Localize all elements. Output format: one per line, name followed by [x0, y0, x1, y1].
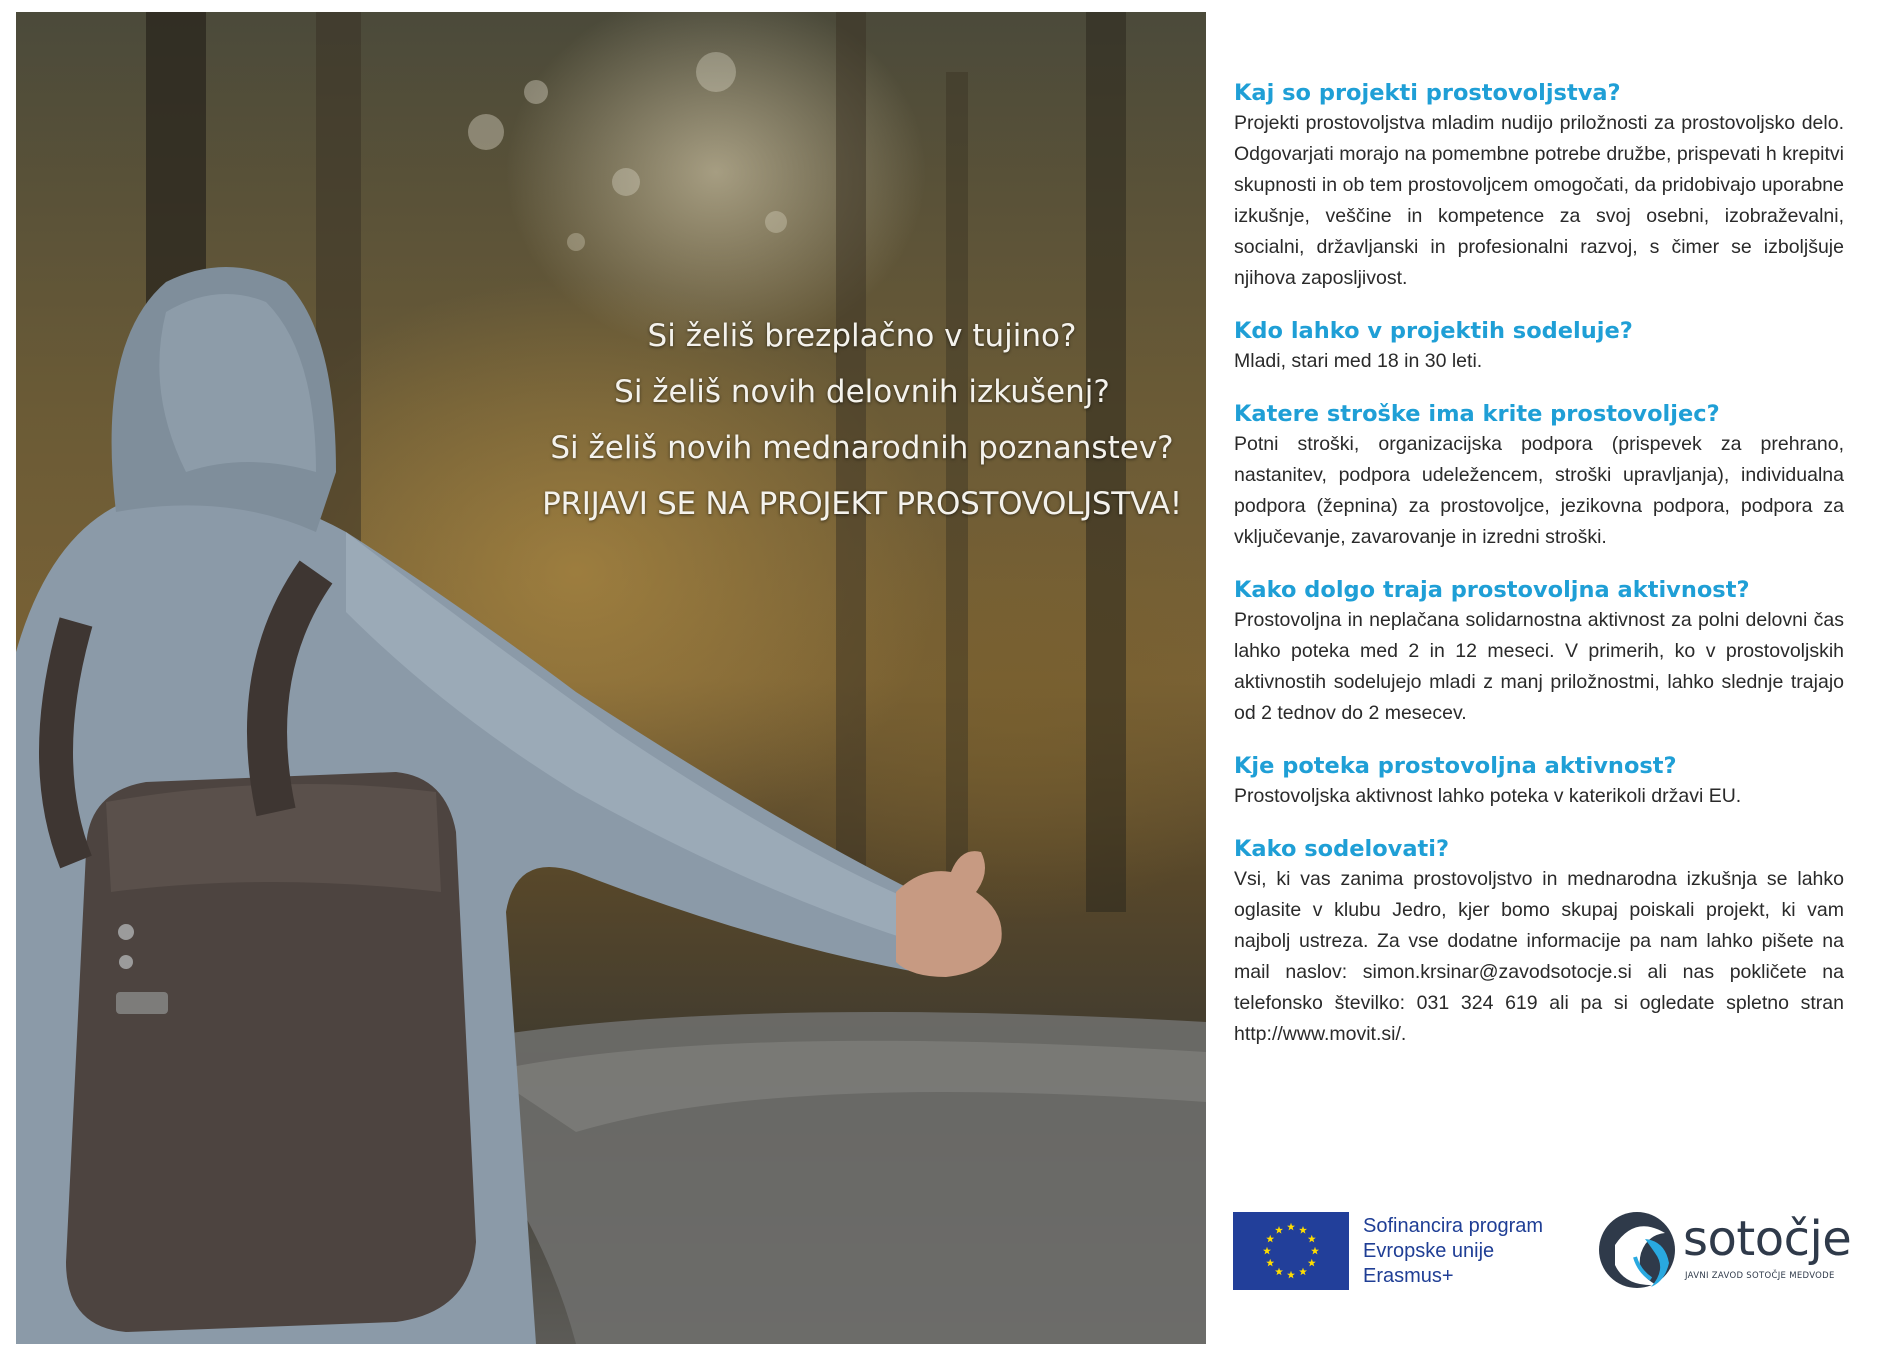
headline-cta: PRIJAVI SE NA PROJEKT PROSTOVOLJSTVA! — [542, 486, 1182, 522]
section-heading: Kje poteka prostovoljna aktivnost? — [1234, 753, 1677, 779]
eu-star — [1311, 1247, 1319, 1255]
eu-text-line-3: Erasmus+ — [1363, 1264, 1454, 1287]
section-heading: Kako dolgo traja prostovoljna aktivnost? — [1234, 577, 1750, 603]
eu-logo-text — [1363, 1214, 1543, 1289]
sotocje-logo — [1595, 1205, 1852, 1300]
section-body: Projekti prostovoljstva mladim nudijo priložnosti za prostovoljsko delo. Odgovarjati morajo na pomembne potrebe družbe, prispevati h krepitvi skupnosti in ob tem prostovoljcem omogočati, da pridobivajo uporabne izkušnje, veščine in kompetence za svoj osebni, izobraževalni, socialni, državljanski in profesionalni razvoj, s čimer se izboljšuje njihova zaposljivost. — [1234, 112, 1844, 289]
hero-photo — [16, 12, 1206, 1344]
eu-star — [1299, 1268, 1307, 1276]
eu-text-line-1: Sofinancira program — [1363, 1214, 1544, 1237]
eu-star — [1308, 1235, 1316, 1243]
headline-line-1: Si želiš brezplačno v tujino? — [647, 318, 1077, 354]
section-body: Prostovoljska aktivnost lahko poteka v katerikoli državi EU. — [1234, 785, 1742, 807]
section-location — [1234, 751, 1844, 812]
headline-line-3: Si želiš novih mednarodnih poznanstev? — [550, 430, 1174, 466]
section-duration — [1234, 575, 1844, 729]
eu-stars — [1233, 1212, 1349, 1290]
section-body: Vsi, ki vas zanima prostovoljstvo in mednarodna izkušnja se lahko oglasite v klubu Jedro, kjer bomo skupaj poiskali projekt, ki vam najbolj ustreza. Za vse dodatne informacije pa nam lahko pišete na mail naslov: simon.krsinar@zavodsotocje.si ali nas pokličete na telefonsko številko: 031 324 619 ali pa si ogledate spletno stran http://www.movit.si/. — [1234, 868, 1844, 1045]
section-body: Mladi, stari med 18 in 30 leti. — [1234, 350, 1483, 372]
headline-line-2: Si želiš novih delovnih izkušenj? — [614, 374, 1110, 410]
section-how-to-participate — [1234, 834, 1844, 1050]
sotocje-subtitle: JAVNI ZAVOD SOTOČJE MEDVODE — [1685, 1271, 1835, 1281]
section-what-are-projects — [1234, 78, 1844, 294]
hitchhiker-illustration — [16, 12, 1206, 1344]
section-heading: Kako sodelovati? — [1234, 836, 1450, 862]
sotocje-emblem-icon — [1595, 1205, 1685, 1295]
eu-star — [1266, 1235, 1274, 1243]
section-body: Prostovoljna in neplačana solidarnostna aktivnost za polni delovni čas lahko poteka med 2 in 12 meseci. V primerih, ko v prostovoljskih aktivnostih sodelujejo mladi z manj priložnostmi, lahko slednje trajajo od 2 tednov do 2 mesecev. — [1234, 609, 1844, 724]
section-heading: Katere stroške ima krite prostovoljec? — [1234, 401, 1720, 427]
erasmus-cofunding-logo — [1233, 1212, 1583, 1290]
sotocje-name: sotočje — [1683, 1211, 1852, 1267]
eu-star — [1266, 1259, 1274, 1267]
eu-star — [1287, 1223, 1295, 1231]
eu-star — [1263, 1247, 1271, 1255]
eu-star — [1299, 1226, 1307, 1234]
eu-flag-icon — [1233, 1212, 1349, 1290]
eu-star — [1308, 1259, 1316, 1267]
section-who-can-join — [1234, 316, 1844, 377]
section-heading: Kdo lahko v projektih sodeluje? — [1234, 318, 1633, 344]
headline — [512, 308, 1206, 532]
info-column — [1234, 78, 1844, 1072]
section-covered-costs — [1234, 399, 1844, 553]
section-body: Potni stroški, organizacijska podpora (prispevek za prehrano, nastanitev, podpora udeležencem, stroški upravljanja), individualna podpora (žepnina) za prostovoljce, jezikovna podpora, podpora za vključevanje, zavarovanje in izredni stroški. — [1234, 433, 1844, 548]
eu-star — [1275, 1226, 1283, 1234]
section-heading: Kaj so projekti prostovoljstva? — [1234, 80, 1621, 106]
eu-text-line-2: Evropske unije — [1363, 1239, 1495, 1262]
eu-star — [1287, 1271, 1295, 1279]
eu-star — [1275, 1268, 1283, 1276]
